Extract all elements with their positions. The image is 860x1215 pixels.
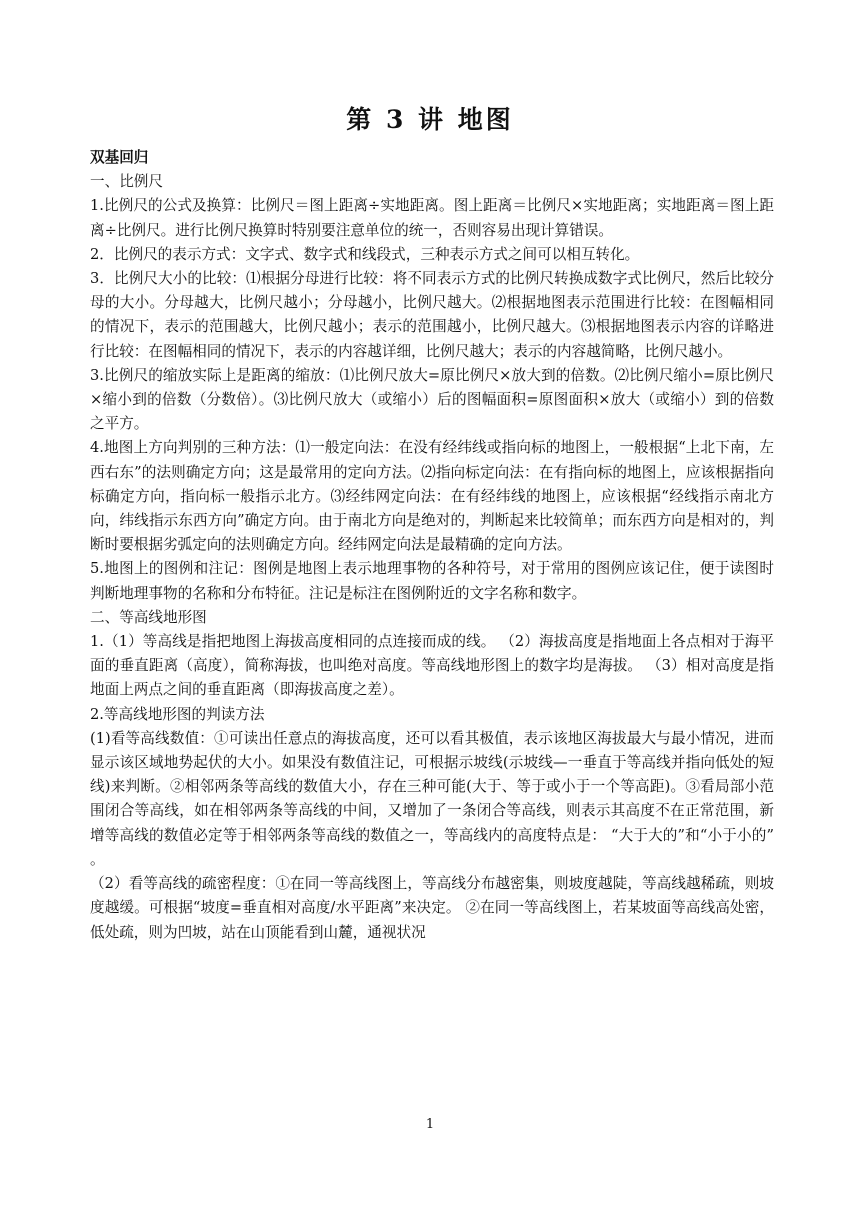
section-heading: 双基回归 bbox=[90, 149, 149, 166]
paragraph-1: 1.比例尺的公式及换算：比例尺＝图上距离÷实地距离。图上距离＝比例尺×实地距离；实地距离＝图上距离÷比例尺。进行比例尺换算时特别要注意单位的统一，否则容易出现计算错误。 bbox=[90, 197, 774, 239]
page-title: 第 3 讲 地图 bbox=[346, 105, 514, 134]
paragraph-10: （2）看等高线的疏密程度：①在同一等高线图上，等高线分布越密集，则坡度越陡，等高线越稀疏，则坡度越缓。可根据“坡度=垂直相对高度/水平距离”来决定。 ②在同一等高线图上，若某坡面等高线高处密，低处疏，则为凹坡，站在山顶能看到山麓，通视状况 bbox=[90, 875, 774, 941]
paragraph-6: 5.地图上的图例和注记：图例是地图上表示地理事物的各种符号，对于常用的图例应该记住，便于读图时判断地理事物的名称和分布特征。注记是标注在图例附近的文字名称和数字。 bbox=[90, 560, 774, 602]
paragraph-2: 2．比例尺的表示方式：文字式、数字式和线段式，三种表示方式之间可以相互转化。 bbox=[90, 245, 640, 263]
paragraph-3: 3．比例尺大小的比较：⑴根据分母进行比较：将不同表示方式的比例尺转换成数字式比例尺，然后比较分母的大小。分母越大，比例尺越小；分母越小，比例尺越大。⑵根据地图表示范围进行比较：在图幅相同的情况下，表示的范围越大，比例尺越小；表示的范围越小，比例尺越大。⑶根据地图表示内容的详略进行比较：在图幅相同的情况下，表示的内容越详细，比例尺越大；表示的内容越简略，比例尺越小。 bbox=[90, 270, 774, 360]
paragraph-5: 4.地图上方向判别的三种方法：⑴一般定向法：在没有经纬线或指向标的地图上，一般根据“上北下南，左西右东”的法则确定方向；这是最常用的定向方法。⑵指向标定向法：在有指向标的地图上，应该根据指向标确定方向，指向标一般指示北方。⑶经纬网定向法：在有经纬线的地图上，应该根据“经线指示南北方向，纬线指示东西方向”确定方向。由于南北方向是绝对的，判断起来比较简单；而东西方向是相对的，判断时要根据劣弧定向的法则确定方向。经纬网定向法是最精确的定向方法。 bbox=[90, 439, 774, 554]
paragraph-8: 2.等高线地形图的判读方法 bbox=[90, 705, 265, 723]
paragraph-9: (1)看等高线数值：①可读出任意点的海拔高度，还可以看其极值，表示该地区海拔最大与最小情况，进而显示该区域地势起伏的大小。如果没有数值注记，可根据示坡线(示坡线—一垂直于等高线并指向低处的短线)来判断。②相邻两条等高线的数值大小，存在三种可能(大于、等于或小于一个等高距)。③看局部小范围闭合等高线，如在相邻两条等高线的中间，又增加了一条闭合等高线，则表示其高度不在正常范围，新增等高线的数值必定等于相邻两条等高线的数值之一，等高线内的高度特点是： “大于大的”和“小于小的” 。 bbox=[90, 729, 774, 868]
page-number: 1 bbox=[425, 1117, 435, 1132]
paragraph-4: 3.比例尺的缩放实际上是距离的缩放：⑴比例尺放大=原比例尺×放大到的倍数。⑵比例尺缩小=原比例尺×缩小到的倍数（分数倍）。⑶比例尺放大（或缩小）后的图幅面积=原图面积×放大（或缩小）到的倍数之平方。 bbox=[90, 366, 774, 433]
paragraph-7: 1.（1）等高线是指把地图上海拔高度相同的点连接而成的线。 （2）海拔高度是指地面上各点相对于海平面的垂直距离（高度），简称海拔，也叫绝对高度。等高线地形图上的数字均是海拔。 （3）相对高度是指 地面上两点之间的垂直距离（即海拔高度之差）。 bbox=[90, 633, 774, 699]
part1-heading: 一、比例尺 bbox=[90, 173, 163, 191]
part2-heading: 二、等高线地形图 bbox=[90, 608, 207, 626]
document-body bbox=[90, 146, 774, 945]
